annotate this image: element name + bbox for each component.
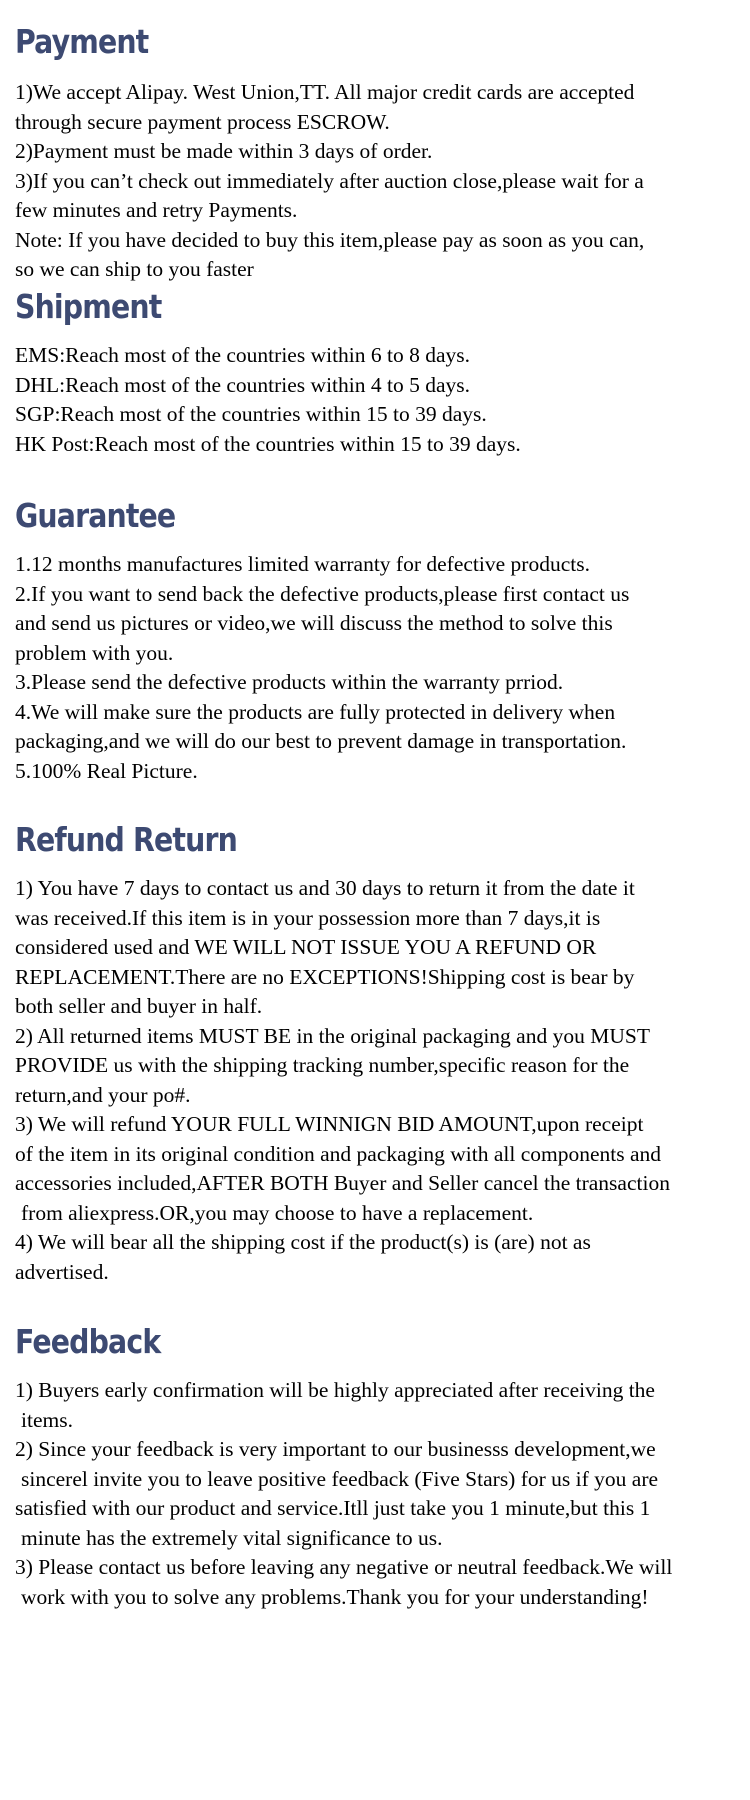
payment-line: few minutes and retry Payments. xyxy=(15,198,298,222)
refund-line: from aliexpress.OR,you may choose to have a replacement. xyxy=(21,1200,534,1225)
feedback-line: 1) Buyers early confirmation will be highly appreciated after receiving the xyxy=(15,1378,655,1402)
payment-line: so we can ship to you faster xyxy=(15,257,254,281)
guarantee-line: 5.100% Real Picture. xyxy=(15,758,198,783)
payment-body xyxy=(15,78,740,285)
shipment-heading: Shipment xyxy=(15,287,162,326)
refund-body xyxy=(15,874,740,1287)
guarantee-line: and send us pictures or video,we will discuss the method to solve this xyxy=(15,611,613,635)
guarantee-line: 3.Please send the defective products within the warranty prriod. xyxy=(15,670,564,694)
refund-line: 3) We will refund YOUR FULL WINNIGN BID AMOUNT,upon receipt xyxy=(15,1112,644,1136)
shipment-line: DHL:Reach most of the countries within 4 to 5 days. xyxy=(15,372,471,397)
refund-line: accessories included,AFTER BOTH Buyer and Seller cancel the transaction xyxy=(15,1171,670,1195)
payment-line: 2)Payment must be made within 3 days of order. xyxy=(15,139,433,163)
payment-line: through secure payment process ESCROW. xyxy=(15,109,390,134)
shipment-body xyxy=(15,341,740,459)
payment-section xyxy=(15,22,740,285)
refund-line: PROVIDE us with the shipping tracking number,specific reason for the xyxy=(15,1053,630,1077)
feedback-line: satisfied with our product and service.Itll just take you 1 minute,but this 1 xyxy=(15,1496,651,1520)
refund-line: of the item in its original condition and packaging with all components and xyxy=(15,1141,662,1166)
refund-line: 1) You have 7 days to contact us and 30 days to return it from the date it xyxy=(15,876,635,900)
refund-line: was received.If this item is in your possession more than 7 days,it is xyxy=(15,905,601,930)
refund-line: both seller and buyer in half. xyxy=(15,994,263,1018)
refund-line: advertised. xyxy=(15,1259,109,1284)
shipment-line: EMS:Reach most of the countries within 6 to 8 days. xyxy=(15,343,471,367)
refund-line: REPLACEMENT.There are no EXCEPTIONS!Shipping cost is bear by xyxy=(15,964,635,989)
guarantee-heading: Guarantee xyxy=(15,496,176,535)
refund-line: return,and your po#. xyxy=(15,1082,191,1107)
refund-section xyxy=(15,820,740,1287)
feedback-line: 3) Please contact us before leaving any negative or neutral feedback.We will xyxy=(15,1555,673,1579)
refund-line: 4) We will bear all the shipping cost if the product(s) is (are) not as xyxy=(15,1230,591,1254)
payment-heading: Payment xyxy=(15,22,149,61)
refund-line: 2) All returned items MUST BE in the original packaging and you MUST xyxy=(15,1023,650,1048)
refund-heading: Refund Return xyxy=(15,820,237,859)
shipment-section xyxy=(15,287,740,459)
guarantee-line: packaging,and we will do our best to prevent damage in transportation. xyxy=(15,729,627,753)
guarantee-line: 1.12 months manufactures limited warranty for defective products. xyxy=(15,552,590,576)
guarantee-line: 2.If you want to send back the defective products,please first contact us xyxy=(15,581,630,606)
feedback-line: items. xyxy=(21,1407,73,1432)
shipment-line: SGP:Reach most of the countries within 15 to 39 days. xyxy=(15,402,487,426)
feedback-body xyxy=(15,1376,740,1612)
payment-line: Note: If you have decided to buy this item,please pay as soon as you can, xyxy=(15,227,645,252)
feedback-section xyxy=(15,1322,740,1612)
shipment-line: HK Post:Reach most of the countries within 15 to 39 days. xyxy=(15,431,521,456)
payment-line: 3)If you can’t check out immediately after auction close,please wait for a xyxy=(15,168,644,193)
payment-line: 1)We accept Alipay. West Union,TT. All major credit cards are accepted xyxy=(15,80,635,104)
guarantee-line: 4.We will make sure the products are fully protected in delivery when xyxy=(15,699,616,724)
feedback-line: minute has the extremely vital significance to us. xyxy=(21,1525,443,1550)
feedback-heading: Feedback xyxy=(15,1322,161,1361)
guarantee-section xyxy=(15,496,740,786)
feedback-line: work with you to solve any problems.Thank you for your understanding! xyxy=(21,1584,649,1609)
guarantee-line: problem with you. xyxy=(15,640,174,665)
feedback-line: 2) Since your feedback is very important to our businesss development,we xyxy=(15,1437,656,1461)
feedback-line: sincerel invite you to leave positive feedback (Five Stars) for us if you are xyxy=(21,1466,659,1491)
refund-line: considered used and WE WILL NOT ISSUE YOU A REFUND OR xyxy=(15,935,597,959)
guarantee-body xyxy=(15,550,740,786)
